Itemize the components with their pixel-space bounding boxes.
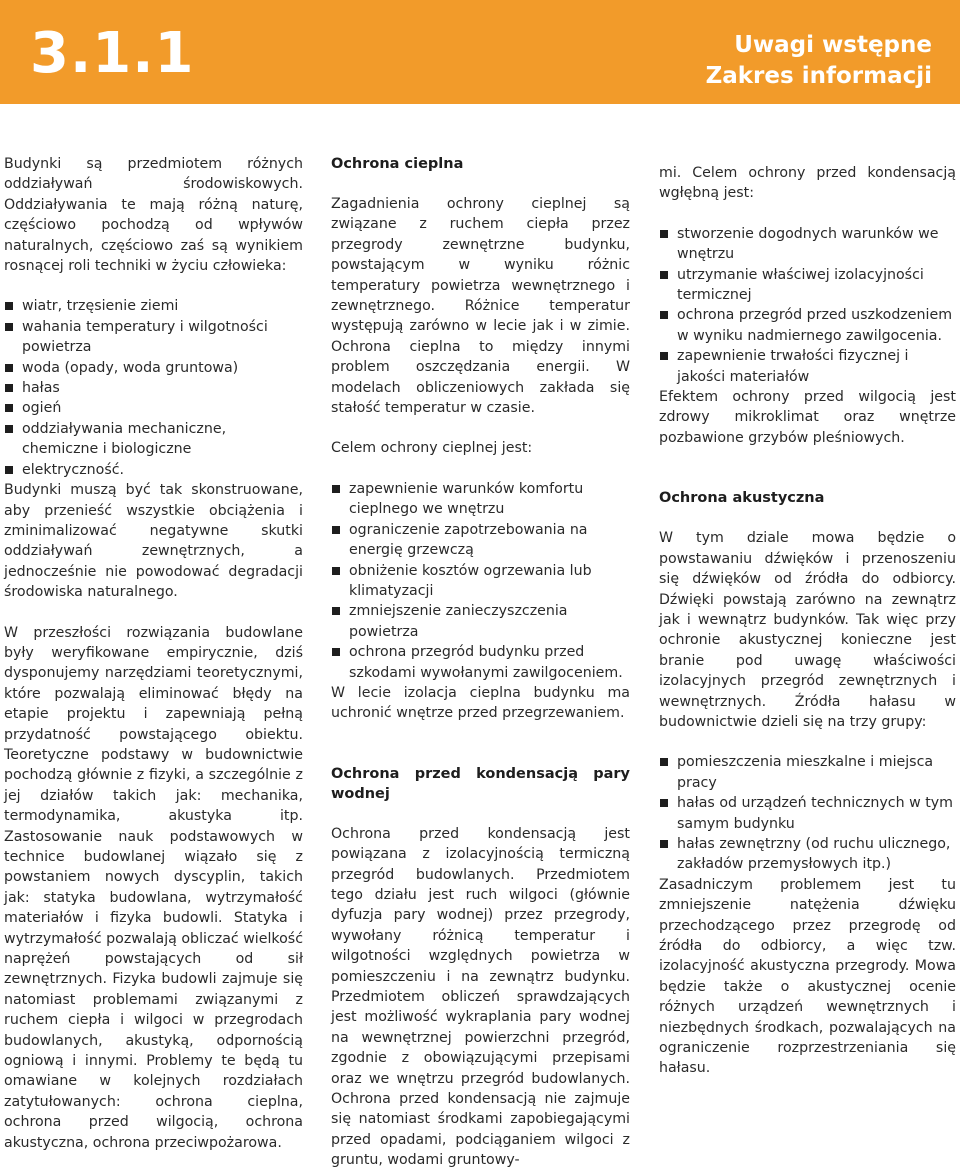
header-titles xyxy=(706,30,932,92)
list-item: zapewnienie warunków komfortu cieplnego we wnętrzu xyxy=(331,479,630,520)
intro-paragraph: Budynki są przedmiotem różnych oddziaływań środowiskowych. Oddziaływania te mają różną naturę, częściowo pochodzą od wpływów naturalnych, częściowo zaś są wynikiem rosnącej roli techniki w życiu człowieka: xyxy=(4,156,303,275)
header-title-preliminary: Uwagi wstępne xyxy=(734,32,932,58)
list-item: woda (opady, woda gruntowa) xyxy=(4,358,303,378)
column-1 xyxy=(4,154,303,1153)
condensation-goals-list xyxy=(659,224,956,387)
paragraph: Budynki muszą być tak skonstruowane, aby przenieść wszystkie obciążenia i zminimalizować negatywne skutki oddziaływań zewnętrznych, a jednocześnie nie powodować degradacji środowiska naturalnego. xyxy=(4,482,303,601)
paragraph: Celem ochrony cieplnej jest: xyxy=(331,440,533,457)
list-item: ochrona przegród przed uszkodzeniem w wyniku nadmiernego zawilgocenia. xyxy=(659,305,956,346)
list-item: oddziaływania mechaniczne, chemiczne i biologiczne xyxy=(4,419,303,460)
list-item: hałas od urządzeń technicznych w tym samym budynku xyxy=(659,793,956,834)
noise-sources-list xyxy=(659,752,956,874)
list-item: stworzenie dogodnych warunków we wnętrzu xyxy=(659,224,956,265)
section-header xyxy=(0,0,960,104)
heading-condensation-protection: Ochrona przed kondensacją pary wodnej xyxy=(331,765,630,802)
heading-acoustic-protection: Ochrona akustyczna xyxy=(659,490,825,507)
heading-thermal-protection: Ochrona cieplna xyxy=(331,156,464,172)
list-item: elektryczność. xyxy=(4,460,303,480)
header-title-scope: Zakres informacji xyxy=(705,63,932,89)
list-item: hałas zewnętrzny (od ruchu ulicznego, zakładów przemysłowych itp.) xyxy=(659,834,956,875)
list-item: ogień xyxy=(4,398,303,418)
list-item: zmniejszenie zanieczyszczenia powietrza xyxy=(331,601,630,642)
paragraph: Zasadniczym problemem jest tu zmniejszenie natężenia dźwięku przechodzącego przez przegrodę od źródła do odbiorcy, a więc tzw. izolacyjność akustyczna przegrody. Mowa będzie także o akustycznej ocenie różnych urządzeń wewnętrznych i niezbędnych środkach, pozwalających na ograniczenie rozprzestrzeniania się hałasu. xyxy=(659,876,956,1077)
paragraph: W przeszłości rozwiązania budowlane były weryfikowane empirycznie, dziś dysponujemy narzędziami teoretycznymi, które pozwalają eliminować błędy na etapie projektu i zapewniają pełną przydatność powstającego obiektu. Teoretyczne podstawy w budownictwie pochodzą głównie z fizyki, a szczególnie z jej działów takich jak: mechanika, termodynamika, akustyka itp. Zastosowanie nauk podstawowych w technice budowlanej wiązało się z powstaniem nowych dyscyplin, takich jak: statyka budowlana, wytrzymałość materiałów i fizyka budowli. Statyka i wytrzymałość pozwalają obliczać wielkość naprężeń powstających od sił zewnętrznych. Fizyka budowli zajmuje się natomiast problemami związanymi z ruchem ciepła i wilgoci w przegrodach budowlanych, akustyką, odpornością ogniową i innymi. Problemy te będą tu omawiane w kolejnych rozdziałach zatytułowanych: ochrona cieplna, ochrona przed wilgocią, ochrona akustyczna, ochrona przeciwpożarowa. xyxy=(4,624,303,1151)
influences-list xyxy=(4,296,303,480)
list-item: zapewnienie trwałości fizycznej i jakości materiałów xyxy=(659,346,956,387)
list-item: utrzymanie właściwej izolacyjności termicznej xyxy=(659,265,956,306)
paragraph: Ochrona przed kondensacją jest powiązana z izolacyjnością termiczną przegród budowlanych. Przedmiotem tego działu jest ruch wilgoci (głównie dyfuzja pary wodnej) przez przegrody, wywołany różnicą temperatur i wilgotności względnych powietrza w pomieszczeniu i na zewnątrz budynku. Przedmiotem obliczeń sprawdzających jest możliwość wykraplania pary wodnej na wewnętrznej powierzchni przegród, zgodnie z obowiązującymi przepisami oraz we wnętrzu przegród budowlanych. Ochrona przed kondensacją nie zajmuje się natomiast środkami zapobiegającymi przed opadami, podciąganiem wilgoci z gruntu, wodami gruntowy- xyxy=(331,825,630,1169)
list-item: wahania temperatury i wilgotności powietrza xyxy=(4,317,303,358)
list-item: pomieszczenia mieszkalne i miejsca pracy xyxy=(659,752,956,793)
thermal-goals-list xyxy=(331,479,630,683)
paragraph: W lecie izolacja cieplna budynku ma uchronić wnętrze przed przegrzewaniem. xyxy=(331,684,630,722)
list-item: wiatr, trzęsienie ziemi xyxy=(4,296,303,316)
paragraph: Zagadnienia ochrony cieplnej są związane z ruchem ciepła przez przegrody zewnętrzne budynku, powstającym w wyniku różnic temperatury powietrza wewnętrznego i zewnętrznego. Różnice temperatur występują zarówno w lecie jak i w zimie. Ochrona cieplna to między innymi problem oszczędzania energii. W modelach obliczeniowych zakłada się stałość temperatur w czasie. xyxy=(331,196,630,417)
paragraph: W tym dziale mowa będzie o powstawaniu dźwięków i przenoszeniu się dźwięków od źródła do odbiorcy. Dźwięki powstają zarówno na zewnątrz jak i wewnątrz budynków. Tak więc przy ochronie akustycznej konieczne jest branie pod uwagę właściwości izolacyjnych przegród zewnętrznych i wewnętrznych. Źródła hałasu w budownictwie dzieli się na trzy grupy: xyxy=(659,530,956,730)
section-number: 3.1.1 xyxy=(30,21,195,86)
list-item: hałas xyxy=(4,378,303,398)
paragraph: Efektem ochrony przed wilgocią jest zdrowy mikroklimat oraz wnętrze pozbawione grzybów pleśniowych. xyxy=(659,389,956,446)
column-3 xyxy=(659,163,956,1079)
list-item: obniżenie kosztów ogrzewania lub klimatyzacji xyxy=(331,561,630,602)
list-item: ograniczenie zapotrzebowania na energię grzewczą xyxy=(331,520,630,561)
column-2 xyxy=(331,154,630,1171)
paragraph: mi. Celem ochrony przed kondensacją wgłębną jest: xyxy=(659,165,956,202)
list-item: ochrona przegród budynku przed szkodami wywołanymi zawilgoceniem. xyxy=(331,642,630,683)
